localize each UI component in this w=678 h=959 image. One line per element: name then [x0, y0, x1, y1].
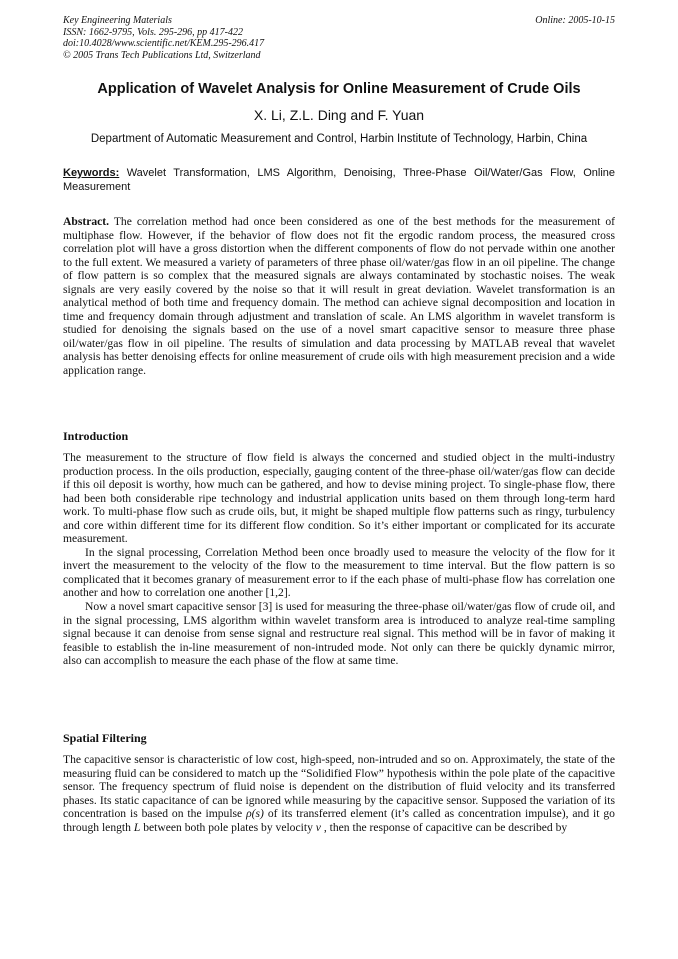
- introduction-paragraph-1: The measurement to the structure of flow field is always the concerned and studied object in the multi-industry production process. In the oils production, especially, gauging content of the three-phase oil/water/gas flow can decide if this oil deposit is worthy, how much can be gathered, and how to devise mining project. To single-phase flow, there had been both considerable ripe technology and industrial application units based on them through long-term hard work. To multi-phase flow such as crude oils, but, it might be shaped multiple flow patterns such as ringy, turbulency and core within different time for its different flow condition. So it’s either important or complicated for its accurate measurement.: [63, 451, 615, 546]
- journal-name: Key Engineering Materials: [63, 15, 172, 26]
- keywords-block: [63, 166, 615, 194]
- spatial-text-a: The capacitive sensor is characteristic of low cost, high-speed, non-intruded and so on. Approximately, the state of the measuring fluid can be considered to match up the “Solidified Flow” hypothesis within the pole plate of the capacitive sensor. The frequency spectrum of fluid noise is dependent on the distribution of fluid velocity and its transferred phases. Its static capacitance of can be ignored while measuring by the capacitive sensor. Supposed the variation of its concentration is based on the impulse: [63, 753, 615, 821]
- copyright-line: © 2005 Trans Tech Publications Ltd, Switzerland: [63, 49, 261, 61]
- introduction-body: [63, 451, 615, 668]
- spatial-text-c: between both pole plates by velocity: [140, 820, 316, 834]
- rho-symbol: ρ(s): [246, 807, 264, 821]
- spatial-filtering-body: [63, 753, 615, 834]
- abstract-label: Abstract.: [63, 215, 110, 228]
- journal-header: [63, 15, 615, 61]
- spatial-text-b: of its transferred element (it’s called as concentration impulse), and it go through length: [63, 807, 615, 834]
- online-date: Online: 2005-10-15: [535, 15, 615, 26]
- keywords-label: Keywords:: [63, 167, 120, 179]
- paper-affiliation: Department of Automatic Measurement and Control, Harbin Institute of Technology, Harbin, China: [90, 133, 588, 145]
- paper-title: Application of Wavelet Analysis for Online Measurement of Crude Oils: [97, 81, 581, 97]
- keywords-text: Wavelet Transformation, LMS Algorithm, Denoising, Three-Phase Oil/Water/Gas Flow, Online Measurement: [63, 167, 615, 193]
- doi-line: doi:10.4028/www.scientific.net/KEM.295-296.417: [63, 38, 265, 49]
- length-symbol: L: [133, 820, 141, 834]
- spatial-paragraph-1: [63, 753, 615, 834]
- issn-line: ISSN: 1662-9795, Vols. 295-296, pp 417-422: [63, 26, 243, 38]
- introduction-heading: Introduction: [63, 429, 129, 443]
- introduction-paragraph-2: In the signal processing, Correlation Method been once broadly used to measure the velocity of the flow for it invert the measurement to the velocity of the flow to the measurement to time interval. But the flow pattern is so complicated that it becomes granary of measurement error to if the each phase of multi-phase flow has correlation one another and how to correlation one another [1,2].: [63, 545, 615, 600]
- abstract-block: [63, 215, 615, 378]
- abstract-text: The correlation method had once been considered as one of the best methods for the measurement of multiphase flow. However, if the behavior of flow does not fit the ergodic random process, the measured cross correlation plot will have a gross distortion when the different components of flow do not pervade within one another to the full extent. We measured a variety of parameters of three phase oil/water/gas flow in an oil pipeline. The change of flow pattern is so complex that the measured signals are always contaminated by stochastic noises. The weak signals are very easily covered by the noise so that it will result in great deviation. Wavelet transformation is an analytical method of both time and frequency domain. The method can achieve signal decomposition and location in time and frequency domain through adjustment and translation of scale. An LMS algorithm in wavelet transform is studied for denoising the signals based on the use of a novel smart capacitive sensor to measure three phase oil/water/gas flow in oil pipeline. The results of simulation and data processing by MATLAB reveal that wavelet analysis has better denoising effects for online measurement of crude oils with high measurement precision and a wide application range.: [63, 215, 615, 378]
- velocity-symbol: v: [315, 820, 321, 834]
- introduction-paragraph-3: Now a novel smart capacitive sensor [3] is used for measuring the three-phase oil/water/gas flow of crude oil, and in the signal processing, LMS algorithm within wavelet transform area is introduced to analyze real-time sampling signal because it can denoise from sense signal and restructure real signal. This method will be in favor of making it feasible to establish the in-line measurement of non-intruded mode. Not only can there be quickly dynamic mirror, also can accomplish to measure the each phase of the flow at same time.: [63, 600, 615, 668]
- paper-authors: X. Li, Z.L. Ding and F. Yuan: [253, 107, 425, 123]
- spatial-filtering-heading: Spatial Filtering: [63, 731, 147, 745]
- spatial-text-d: , then the response of capacitive can be described by: [320, 820, 568, 834]
